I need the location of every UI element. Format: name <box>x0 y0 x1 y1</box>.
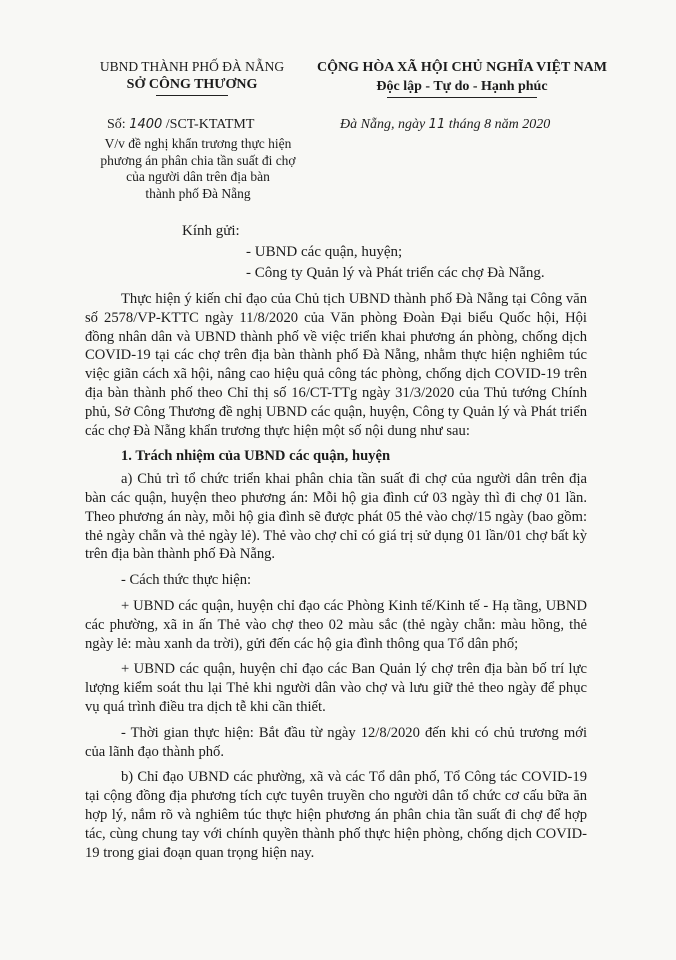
document-number-prefix: Số: <box>107 117 126 132</box>
date-suffix: tháng 8 năm 2020 <box>448 117 551 132</box>
method-label: - Cách thức thực hiện: <box>121 572 252 589</box>
issuer-department: SỞ CÔNG THƯƠNG <box>126 77 258 92</box>
method-bullet: + UBND các quận, huyện chỉ đạo các Ban Quản lý chợ trên địa bàn bố trí lực lượng kiểm soát thu lại Thẻ khi người dân vào chợ và lưu giữ thẻ theo ngày để phục vụ quá trình điều tra dịch tễ khi cần thiết. <box>85 661 587 715</box>
country-name: CỘNG HÒA XÃ HỘI CHỦ NGHĨA VIỆT NAM <box>316 60 607 75</box>
document-number-suffix: /SCT-KTATMT <box>165 117 255 132</box>
recipient-item: - Công ty Quản lý và Phát triển các chợ Đà Nẵng. <box>246 265 545 281</box>
method-bullet: + UBND các quận, huyện chỉ đạo các Phòng Kinh tế/Kinh tế - Hạ tầng, UBND các phường, xã in ấn Thẻ vào chợ theo 02 màu sắc (thẻ ngày chẵn: màu hồng, thẻ ngày lẻ: màu xanh da trời), gửi đến các hộ gia đình thông qua Tổ dân phố; <box>85 597 587 652</box>
timing-paragraph: - Thời gian thực hiện: Bắt đầu từ ngày 12/8/2020 đến khi có chủ trương mới của lãnh đạo thành phố. <box>85 724 587 760</box>
motto-underline <box>387 97 537 98</box>
recipient-item: - UBND các quận, huyện; <box>246 244 403 260</box>
date-day-handwritten: 11 <box>428 117 446 132</box>
document-body <box>85 290 587 869</box>
national-motto: Độc lập - Tự do - Hạnh phúc <box>376 79 548 94</box>
national-header <box>312 58 612 98</box>
issuer-org: UBND THÀNH PHỐ ĐÀ NẴNG <box>99 59 285 74</box>
document-number-handwritten: 1400 <box>129 117 163 132</box>
issuer-header <box>92 58 292 96</box>
subject-line: V/v đề nghị khẩn trương thực hiện <box>104 136 292 151</box>
greeting: Kính gửi: <box>182 223 240 239</box>
subject-line: phương án phân chia tần suất đi chợ <box>100 152 296 168</box>
subject-line: thành phố Đà Nẵng <box>145 185 251 201</box>
subject-line: của người dân trên địa bàn <box>126 169 270 184</box>
paragraph-b: b) Chỉ đạo UBND các phường, xã và các Tổ dân phố, Tổ Công tác COVID-19 tại cộng đồng địa phương tích cực tuyên truyền cho người dân tổ chức cơ cấu bữa ăn hợp lý, nắm rõ và nghiêm túc thực hiện phương án phân chia tần suất đi chợ để hợp tác, cùng chung tay với chính quyền thành phố thực hiện phòng, chống dịch COVID-19 trong giai đoạn quan trọng hiện nay. <box>85 769 587 861</box>
subject-block <box>70 136 326 202</box>
recipients-block <box>182 221 545 284</box>
paragraph-a: a) Chủ trì tổ chức triển khai phân chia tần suất đi chợ của người dân trên địa bàn các quận, huyện theo phương án: Mỗi hộ gia đình cứ 03 ngày thì đi chợ 01 lần. Theo phương án này, mỗi hộ gia đình sẽ được phát 05 thẻ vào chợ/15 ngày (bao gồm: thẻ ngày chẵn và thẻ ngày lẻ). Thẻ vào chợ chỉ có giá trị sử dụng 01 lần/01 chợ bất kỳ trên địa bàn thành phố Đà Nẵng. <box>85 471 587 563</box>
place-date <box>340 117 550 133</box>
section-heading: 1. Trách nhiệm của UBND các quận, huyện <box>121 448 391 465</box>
date-prefix: Đà Nẵng, ngày <box>340 117 426 132</box>
issuer-underline <box>156 95 228 96</box>
document-number <box>107 117 254 133</box>
intro-paragraph: Thực hiện ý kiến chỉ đạo của Chủ tịch UBND thành phố Đà Nẵng tại Công văn số 2578/VP-KTTC ngày 11/8/2020 của Văn phòng Đoàn Đại biểu Quốc hội, Hội đồng nhân dân và UBND thành phố về việc triển khai phương án phòng, chống dịch COVID-19 tại các chợ trên địa bàn thành phố Đà Nẵng, nhằm thực hiện nghiêm túc việc giãn cách xã hội, nâng cao hiệu quả công tác phòng, chống dịch COVID-19 trên địa bàn thành phố theo Chỉ thị số 16/CT-TTg ngày 31/3/2020 của Thủ tướng Chính phủ, Sở Công Thương đề nghị UBND các quận, huyện, Công ty Quản lý và Phát triển các chợ Đà Nẵng khẩn trương thực hiện một số nội dung như sau: <box>85 291 587 439</box>
